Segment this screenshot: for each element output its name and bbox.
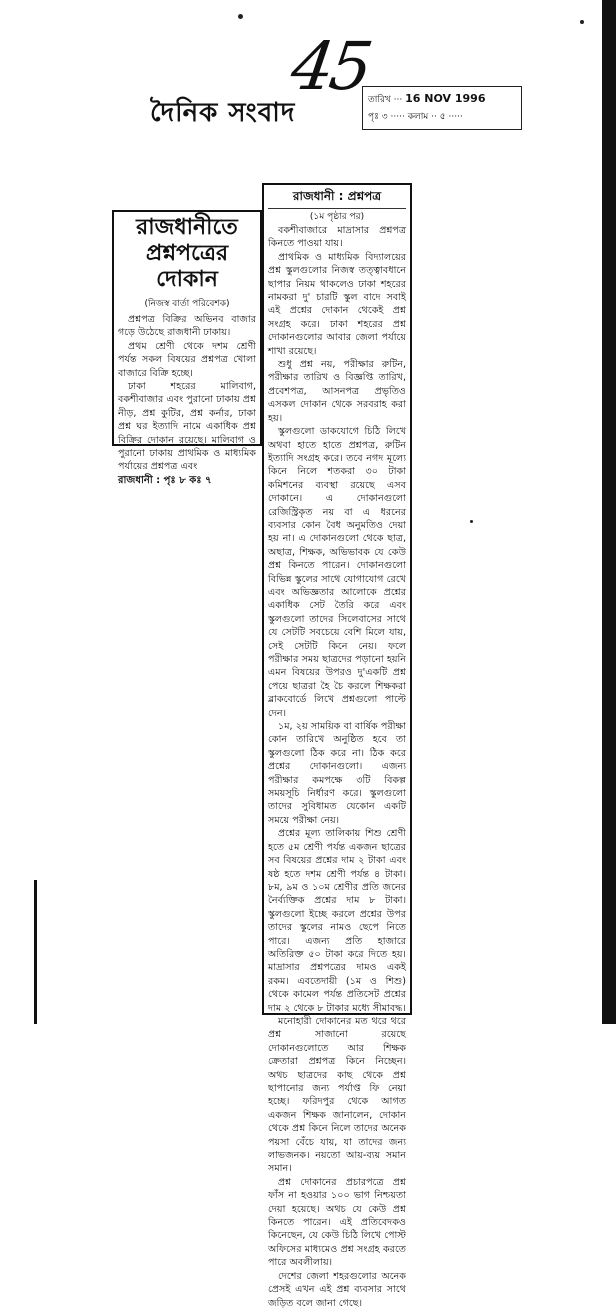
newspaper-masthead: দৈনিক সংবাদ [150, 98, 296, 128]
continuation-heading: রাজধানী : প্রশ্নপত্র [268, 188, 406, 209]
page-value: ৩ [381, 112, 388, 122]
article-paragraph: প্রশ্নের মূল্য তালিকায় শিশু শ্রেণী হতে ৫ম শ্রেণী পর্যন্ত একজন ছাত্রের সব বিষয়ের প্রশ্নের দাম ২ টাকা এবং ষষ্ঠ হতে দশম শ্রেণী পর্যন্ত ৪ টাকা। ৮ম, ৯ম ও ১০ম শ্রেণীর প্রতি জনের নৈর্ব্যক্তিক প্রশ্নের দাম ৮ টাকা। স্কুলগুলো ইচ্ছে করলে প্রশ্নের উপর তাদের স্কুলের নামও ছেপে নিতে পারে। এজন্য প্রতি হাজারে অতিরিক্ত ৫০ টাকা করে দিতে হয়। মাদ্রাসার প্রশ্নপত্রের দামও একই রকম। এবতেদায়ী (১ম ও শিশু) থেকে কামেল পর্যন্ত প্রতিসেট প্রশ্নের দাম ২ থেকে ৮ টাকার মধ্যে সীমাবদ্ধ। [268, 828, 406, 1014]
article-paragraph: প্রশ্নপত্র বিক্রির অভিনব বাজার গড়ে উঠেছে রাজধানী ঢাকায়। [118, 314, 256, 339]
article-continuation-clipping [262, 183, 412, 1309]
article-paragraph: মনোহারী দোকানের মত থরে থরে প্রশ্ন সাজানো রয়েছে দোকানগুলোতে আর শিক্ষক ক্রেতারা প্রশ্নপত্র কিনে নিচ্ছেন। অথচ ছাত্রদের কাছ থেকে প্রশ্ন ছাপানোর জন্য পর্যাপ্ত ফি নেয়া হচ্ছে। ফরিদপুর থেকে আগত একজন শিক্ষক জানালেন, দোকান থেকে প্রশ্ন কিনে নিলে তাদের অনেক পয়সা বেঁচে যায়, যা তাদের জন্য লাভজনক। নয়তো আয়-ব্যয় সমান সমান। [268, 1015, 406, 1175]
article-front-clipping [112, 210, 262, 486]
article-paragraph: প্রথম শ্রেণী থেকে দশম শ্রেণী পর্যন্ত সকল বিষয়ের প্রশ্নপত্র খোলা বাজারে বিক্রি হচ্ছে। [118, 340, 256, 379]
article-byline: (নিজস্ব বার্তা পরিবেশক) [144, 299, 230, 309]
date-stamp-box: তারিখ ··· 16 NOV 1996 পৃঃ ৩ ····· কলাম ·· ৫ ····· [362, 86, 522, 130]
column-label: কলাম [407, 112, 429, 122]
article-paragraph: প্রাথমিক ও মাধ্যমিক বিদ্যালয়ের প্রশ্ন স্কুলগুলোর নিজস্ব তত্ত্বাবধানে ছাপার নিয়ম থাকলেও ঢাকা শহরের নামকরা দু' চারটি স্কুল বাদে সবাই এই প্রশ্নের দোকান থেকেই প্রশ্ন সংগ্রহ করে। ঢাকা শহরের প্রশ্ন দোকানগুলোর আবার জেলা পর্যায়ে শাখা রয়েছে। [268, 251, 406, 357]
date-label: তারিখ [368, 95, 391, 105]
article-paragraph: স্কুলগুলো ডাকযোগে চিঠি লিখে অথবা হাতে হাতে প্রশ্নপত্র, রুটিন ইত্যাদি সংগ্রহ করে। তবে নগদ মূল্যে কিনে নিলে শতকরা ৩০ টাকা কমিশনের ব্যবস্থা রয়েছে এসব দোকানে। এ দোকানগুলো রেজিস্ট্রিকৃত নয় বা এ ধরনের ব্যবসার কোন বৈধ অনুমতিও দেয়া হয় না। এ দোকানগুলো থেকে ছাত্র, অছাত্র, শিক্ষক, অভিভাবক যে কেউ প্রশ্ন কিনতে পারেন। দোকানগুলো বিভিন্ন স্কুলের সাথে যোগাযোগ রেখে এবং অভিজ্ঞতার আলোকে প্রশ্নের একাধিক সেট তৈরি করে এবং স্কুলগুলো তাদের সিলেবাসের সাথে যে সেটটি সবচেয়ে বেশি মিলে যায়, সেই সেটটি কিনে নেয়। ফলে পরীক্ষার সময় ছাত্রদের পড়ানো হয়নি এমন বিষয়ের উপরও দু'একটি প্রশ্ন পেয়ে ছাত্ররা হৈ চৈ করলে শিক্ষকরা ব্লাকবোর্ডে লিখে প্রশ্নগুলো পাল্টে দেন। [268, 426, 406, 719]
continuation-note: (১ম পৃষ্ঠার পর) [309, 212, 365, 222]
scan-speck [470, 520, 473, 523]
headline-line: প্রশ্নপত্রের [145, 241, 229, 266]
article-paragraph: দেশের জেলা শহরগুলোর অনেক প্রেসই এখন এই প্রশ্ন ব্যবসার সাথে জড়িত বলে জানা গেছে। [268, 1270, 406, 1309]
scan-edge-right [602, 0, 616, 1024]
column-value: ৫ [439, 112, 446, 122]
page-label: পৃঃ [368, 112, 379, 122]
article-headline [118, 215, 256, 293]
scan-edge-left [34, 880, 37, 1024]
headline-line: রাজধানীতে [136, 215, 238, 240]
scan-speck [580, 20, 584, 24]
article-paragraph: প্রশ্ন দোকানের প্রচারপত্রে প্রশ্ন ফাঁস না হওয়ার ১০০ ভাগ নিশ্চয়তা দেয়া হয়েছে। অথচ যে কেউ প্রশ্ন কিনতে পারেন। এই প্রতিবেদকও কিনেছেন, যে কেউ চিঠি লিখে পোস্ট অফিসের মাধ্যমেও প্রশ্ন সংগ্রহ করতে পারে অবলীলায়। [268, 1176, 406, 1269]
handwritten-number: 45 [286, 28, 374, 105]
article-paragraph: ঢাকা শহরের মালিবাগ, বকশীবাজার এবং পুরানো ঢাকায় প্রশ্ন নীড়, প্রশ্ন কুটির, প্রশ্ন কর্নার, ঢাকা প্রশ্ন ঘর ইত্যাদি নামে একাধিক প্রশ্ন বিক্রির দোকান রয়েছে। মালিবাগ ও পুরানো ঢাকায় প্রাথমিক ও মাধ্যমিক পর্যায়ের প্রশ্নপত্র এবং [118, 381, 256, 473]
scan-speck [238, 14, 243, 19]
headline-line: দোকান [156, 267, 218, 292]
article-paragraph: ১ম, ২য় সাময়িক বা বার্ষিক পরীক্ষা কোন তারিখে অনুষ্ঠিত হবে তা স্কুলগুলো ঠিক করে না। ঠিক করে প্রশ্নের দোকানগুলো। এজন্য পরীক্ষার কমপক্ষে ৩টি বিকল্প সময়সূচি নির্ধারণ করে। স্কুলগুলো তাদের সুবিধামত যেকোন একটি সময়ে পরীক্ষা নেয়। [268, 721, 406, 826]
article-paragraph: শুধু প্রশ্ন নয়, পরীক্ষার রুটিন, পরীক্ষার তারিখ ও বিজ্ঞপ্তি তারিখ, প্রবেশপত্র, আসনপত্র প্রভৃতিও এসকল দোকান থেকে সরবরাহ করা হয়। [268, 359, 406, 424]
jump-line: রাজধানী : পৃঃ ৮ কঃ ৭ [118, 474, 212, 486]
date-value: 16 NOV 1996 [405, 92, 486, 105]
article-paragraph: বকশীবাজারে মাদ্রাসার প্রশ্নপত্র কিনতে পাওয়া যায়। [268, 225, 406, 250]
